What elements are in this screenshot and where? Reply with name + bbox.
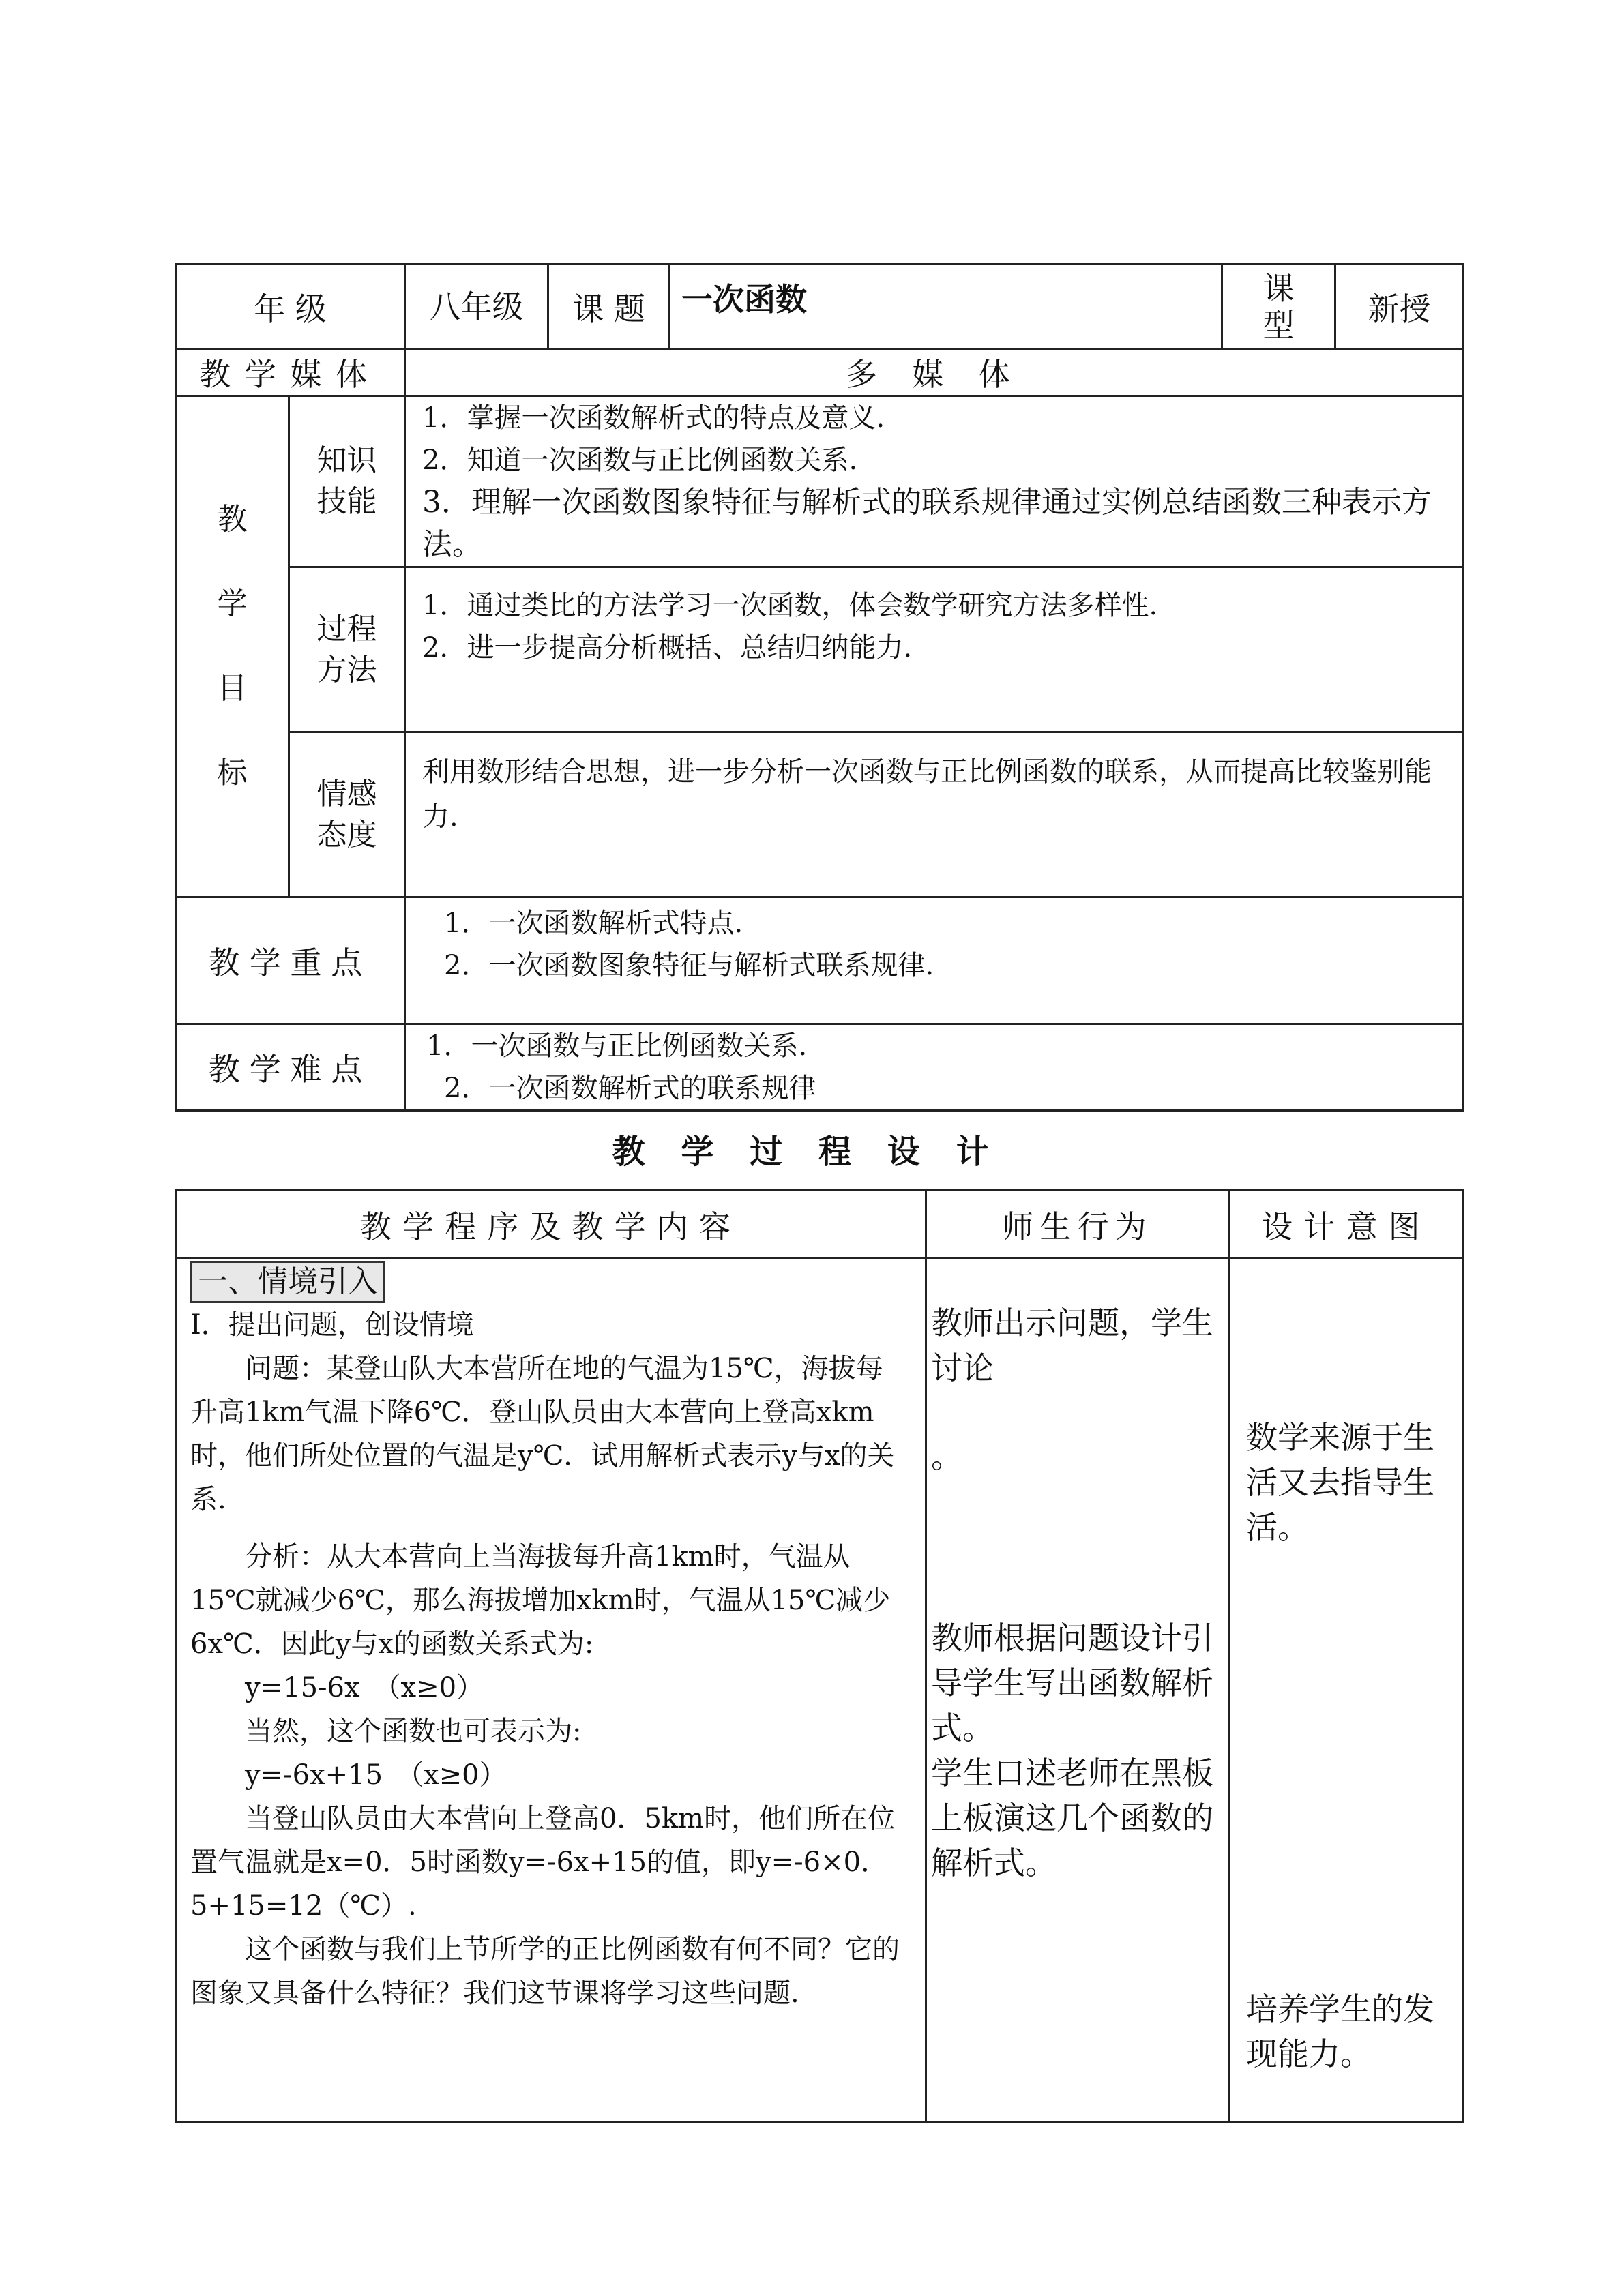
topic-label: 课 题 — [548, 265, 670, 349]
section-title: 一、情境引入 — [190, 1261, 385, 1303]
content-line: 当然，这个函数也可表示为: — [245, 1716, 582, 1747]
media-label: 教学媒体 — [176, 349, 405, 396]
formula: y=-6x+15 （x≥0） — [245, 1759, 507, 1791]
type-label: 课型 — [1222, 265, 1335, 349]
objective-category-attitude: 情感态度 — [289, 732, 405, 897]
lesson-info-table — [175, 263, 1464, 1112]
content-paragraph: 这个函数与我们上节所学的正比例函数有何不同？它的图象又具备什么特征？我们这节课将学习这些问题. — [190, 1934, 900, 2009]
design-intents — [1229, 1259, 1464, 2122]
col-header-intent: 设计意图 — [1229, 1191, 1464, 1259]
difficulties — [405, 1024, 1464, 1111]
content-paragraph: 分析：从大本营向上当海拔每升高1km时，气温从15℃就减少6℃，那么海拔增加xkm时，气温从15℃减少6x℃．因此y与x的函数关系式为: — [190, 1541, 891, 1660]
formula: y=15-6x （x≥0） — [245, 1672, 484, 1703]
action-item: 学生口述老师在黑板上板演这几个函数的解析式。 — [931, 1755, 1213, 1881]
difficulty-item: 2．一次函数解析式的联系规律 — [444, 1073, 816, 1104]
process-objectives — [405, 567, 1464, 732]
process-table — [175, 1189, 1464, 2123]
objective-item: 利用数形结合思想，进一步分析一次函数与正比例函数的联系，从而提高比较鉴别能力. — [422, 756, 1432, 833]
action-item: 。 — [931, 1438, 962, 1475]
process-title: 教学过程设计 — [612, 1133, 1025, 1171]
content-paragraph: 问题：某登山队大本营所在地的气温为15℃，海拔每升高1km气温下降6℃．登山队员由大本营向上登高xkm时，他们所处位置的气温是y℃．试用解析式表示y与x的关系. — [190, 1353, 895, 1515]
intent-item: 数学来源于生活又去指导生活。 — [1246, 1419, 1434, 1546]
objective-item: 2．知道一次函数与正比例函数关系. — [422, 445, 858, 476]
action-item: 教师出示问题，学生讨论 — [931, 1304, 1213, 1386]
grade-value: 八年级 — [405, 265, 548, 349]
grade-label: 年 级 — [176, 265, 405, 349]
objective-category-knowledge: 知识技能 — [289, 396, 405, 567]
key-points-label: 教学重点 — [176, 897, 405, 1024]
intent-item: 培养学生的发现能力。 — [1246, 1991, 1434, 2072]
type-value: 新授 — [1335, 265, 1464, 349]
teacher-actions — [926, 1259, 1229, 2122]
difficulties-label: 教学难点 — [176, 1024, 405, 1111]
col-header-content: 教学程序及教学内容 — [176, 1191, 926, 1259]
content-paragraph: 当登山队员由大本营向上登高0．5km时，他们所在位置气温就是x=0．5时函数y=-6x+15的值，即y=-6×0．5+15=12（℃）. — [190, 1803, 896, 1922]
objective-category-process: 过程方法 — [289, 567, 405, 732]
objective-item: 2．进一步提高分析概括、总结归纳能力. — [422, 632, 913, 664]
key-points — [405, 897, 1464, 1024]
objectives-label: 教学目标 — [176, 396, 289, 897]
difficulty-item: 1．一次函数与正比例函数关系. — [426, 1030, 808, 1062]
key-point-item: 1．一次函数解析式特点. — [444, 908, 743, 939]
content-line: Ⅰ．提出问题，创设情境 — [190, 1309, 474, 1341]
action-item: 教师根据问题设计引导学生写出函数解析式。 — [931, 1620, 1213, 1746]
objective-item: 3．理解一次函数图象特征与解析式的联系规律通过实例总结函数三种表示方法。 — [422, 485, 1432, 562]
process-content — [176, 1259, 926, 2122]
knowledge-objectives — [405, 396, 1464, 567]
col-header-actions: 师生行为 — [926, 1191, 1229, 1259]
objective-item: 1．掌握一次函数解析式的特点及意义. — [422, 402, 885, 434]
attitude-objectives — [405, 732, 1464, 897]
objective-item: 1．通过类比的方法学习一次函数，体会数学研究方法多样性. — [422, 590, 1158, 621]
key-point-item: 2．一次函数图象特征与解析式联系规律. — [444, 950, 934, 981]
media-value: 多 媒 体 — [405, 349, 1464, 396]
topic-value: 一次函数 — [670, 265, 1222, 349]
